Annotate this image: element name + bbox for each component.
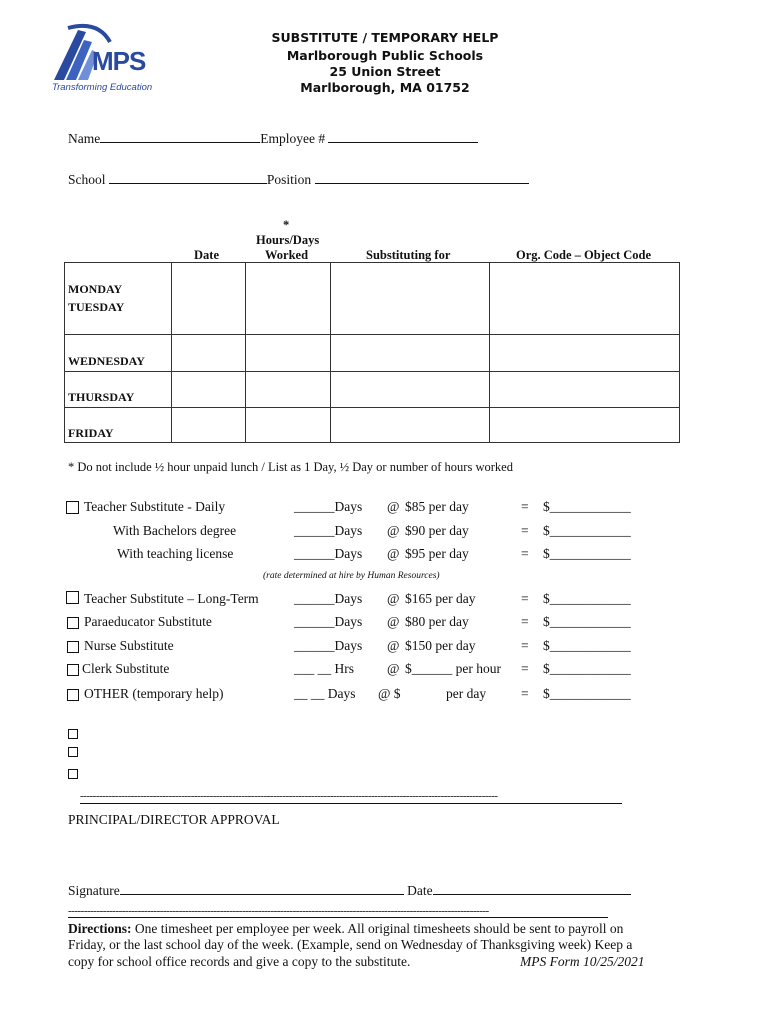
rate-at: @ $: [378, 686, 401, 701]
name-label: Name: [68, 131, 101, 146]
org-code-cell[interactable]: [490, 408, 680, 443]
divider-line: ------------------------------------------------------------------------------------------------------------------------------------: [80, 790, 622, 804]
date-field[interactable]: [433, 882, 631, 895]
rate-amount[interactable]: $____________: [543, 661, 631, 676]
rate-label: Nurse Substitute: [84, 638, 174, 653]
col-hours-header-2: Worked: [265, 248, 309, 262]
rate-value: $85 per day: [405, 499, 469, 514]
extra-checkbox-2[interactable]: [68, 747, 78, 757]
day-tuesday: TUESDAY: [68, 300, 125, 314]
rate-label: Paraeducator Substitute: [84, 614, 212, 629]
directions-line2: Friday, or the last school day of the week. (Example, send on Wednesday of Thanksgiving week) Keep a: [68, 937, 633, 952]
rate-value: $80 per day: [405, 614, 469, 629]
rate-label: Teacher Substitute - Daily: [84, 499, 226, 514]
rate-label: With teaching license: [117, 546, 234, 561]
directions-label: Directions:: [68, 921, 132, 936]
rate-value: $165 per day: [405, 591, 476, 606]
org-code-cell[interactable]: [490, 372, 680, 408]
position-field[interactable]: [315, 171, 529, 184]
rate-value: $______ per hour: [405, 661, 501, 676]
timesheet-table: [64, 262, 680, 443]
school-label: School: [68, 172, 106, 187]
date-cell[interactable]: [172, 335, 246, 372]
employee-field[interactable]: [328, 130, 478, 143]
date-cell[interactable]: [172, 372, 246, 408]
extra-checkbox-1[interactable]: [68, 729, 78, 739]
position-label: Position: [266, 172, 312, 187]
directions-line3: copy for school office records and give a copy to the substitute.: [68, 954, 411, 969]
rate-eq: =: [521, 499, 529, 514]
rate-amount[interactable]: $____________: [543, 614, 631, 629]
rate-eq: =: [521, 686, 529, 701]
hours-cell[interactable]: [246, 408, 331, 443]
school-field[interactable]: [109, 171, 267, 184]
rate-value: $90 per day: [405, 523, 469, 538]
hours-star: *: [283, 218, 290, 232]
day-cell-thu: [65, 372, 172, 408]
name-field[interactable]: [100, 130, 260, 143]
day-cell-fri: [65, 408, 172, 443]
form-id: MPS Form 10/25/2021: [520, 954, 645, 969]
rate-qty: ______Days: [294, 591, 363, 606]
logo-text: MPS: [92, 46, 146, 76]
rate-qty: ______Days: [294, 546, 363, 561]
day-monday: MONDAY: [68, 282, 123, 296]
teacher-longterm-checkbox[interactable]: [66, 591, 79, 604]
date-label: Date: [407, 883, 433, 898]
org-city: Marlborough, MA 01752: [300, 80, 470, 95]
clerk-checkbox[interactable]: [67, 664, 79, 676]
rate-label: OTHER (temporary help): [84, 686, 224, 701]
rate-eq: =: [521, 638, 529, 653]
rate-amount[interactable]: $____________: [543, 546, 631, 561]
rate-qty: ______Days: [294, 614, 363, 629]
rate-label: Clerk Substitute: [82, 661, 170, 676]
rate-label: Teacher Substitute – Long-Term: [84, 591, 259, 606]
employee-label: Employee #: [260, 131, 326, 146]
footnote: * Do not include ½ hour unpaid lunch / List as 1 Day, ½ Day or number of hours worked: [68, 460, 513, 474]
rate-amount[interactable]: $____________: [543, 499, 631, 514]
rate-qty: ______Days: [294, 638, 363, 653]
date-cell[interactable]: [172, 263, 246, 335]
rate-amount[interactable]: $____________: [543, 686, 631, 701]
rate-eq: =: [521, 661, 529, 676]
logo-tagline: Transforming Education: [52, 82, 153, 93]
rate-eq: =: [521, 523, 529, 538]
rate-at: @: [387, 546, 400, 561]
rate-qty: ___ __ Hrs: [294, 661, 354, 676]
rate-label: With Bachelors degree: [113, 523, 237, 538]
org-code-cell[interactable]: [490, 335, 680, 372]
rate-at: @: [387, 499, 400, 514]
hours-cell[interactable]: [246, 263, 331, 335]
rate-qty: __ __ Days: [294, 686, 356, 701]
rate-value: $95 per day: [405, 546, 469, 561]
rate-eq: =: [521, 546, 529, 561]
substituting-cell[interactable]: [331, 408, 490, 443]
substituting-cell[interactable]: [331, 372, 490, 408]
rate-at: @: [387, 638, 400, 653]
paraeducator-checkbox[interactable]: [67, 617, 79, 629]
day-cell-mon-tue: [65, 263, 172, 335]
col-date-header: Date: [194, 248, 219, 262]
rate-eq: =: [521, 614, 529, 629]
rate-at: @: [387, 614, 400, 629]
rate-at: @: [387, 523, 400, 538]
rate-qty: ______Days: [294, 499, 363, 514]
rate-value: per day: [446, 686, 487, 701]
col-sub-header: Substituting for: [366, 248, 451, 262]
day-thursday: THURSDAY: [68, 390, 135, 404]
rate-value: $150 per day: [405, 638, 476, 653]
day-wednesday: WEDNESDAY: [68, 354, 145, 368]
col-org-header: Org. Code – Object Code: [516, 248, 652, 262]
extra-checkbox-3[interactable]: [68, 769, 78, 779]
approval-title: PRINCIPAL/DIRECTOR APPROVAL: [68, 812, 280, 827]
rate-amount[interactable]: $____________: [543, 523, 631, 538]
hours-cell[interactable]: [246, 335, 331, 372]
form-title: SUBSTITUTE / TEMPORARY HELP: [271, 30, 499, 45]
rate-amount[interactable]: $____________: [543, 638, 631, 653]
day-cell-wed: [65, 335, 172, 372]
org-name: Marlborough Public Schools: [286, 48, 484, 63]
hours-cell[interactable]: [246, 372, 331, 408]
rate-eq: =: [521, 591, 529, 606]
divider-line-2: -------------------------------------------------------------------------------------------------------------------------------------: [68, 905, 608, 918]
rate-note: (rate determined at hire by Human Resources): [263, 571, 440, 581]
signature-label: Signature: [68, 883, 120, 898]
day-friday: FRIDAY: [68, 426, 114, 440]
other-checkbox[interactable]: [67, 689, 79, 701]
signature-field[interactable]: [120, 882, 404, 895]
teacher-daily-checkbox[interactable]: [66, 501, 79, 514]
rate-at: @: [387, 591, 400, 606]
org-code-cell[interactable]: [490, 263, 680, 335]
col-hours-header-1: Hours/Days: [256, 233, 320, 247]
rate-qty: ______Days: [294, 523, 363, 538]
date-cell[interactable]: [172, 408, 246, 443]
rate-at: @: [387, 661, 400, 676]
org-street: 25 Union Street: [329, 64, 441, 79]
rate-amount[interactable]: $____________: [543, 591, 631, 606]
nurse-checkbox[interactable]: [67, 641, 79, 653]
substituting-cell[interactable]: [331, 263, 490, 335]
directions-line1: One timesheet per employee per week. All original timesheets should be sent to payroll on: [131, 921, 624, 936]
substituting-cell[interactable]: [331, 335, 490, 372]
